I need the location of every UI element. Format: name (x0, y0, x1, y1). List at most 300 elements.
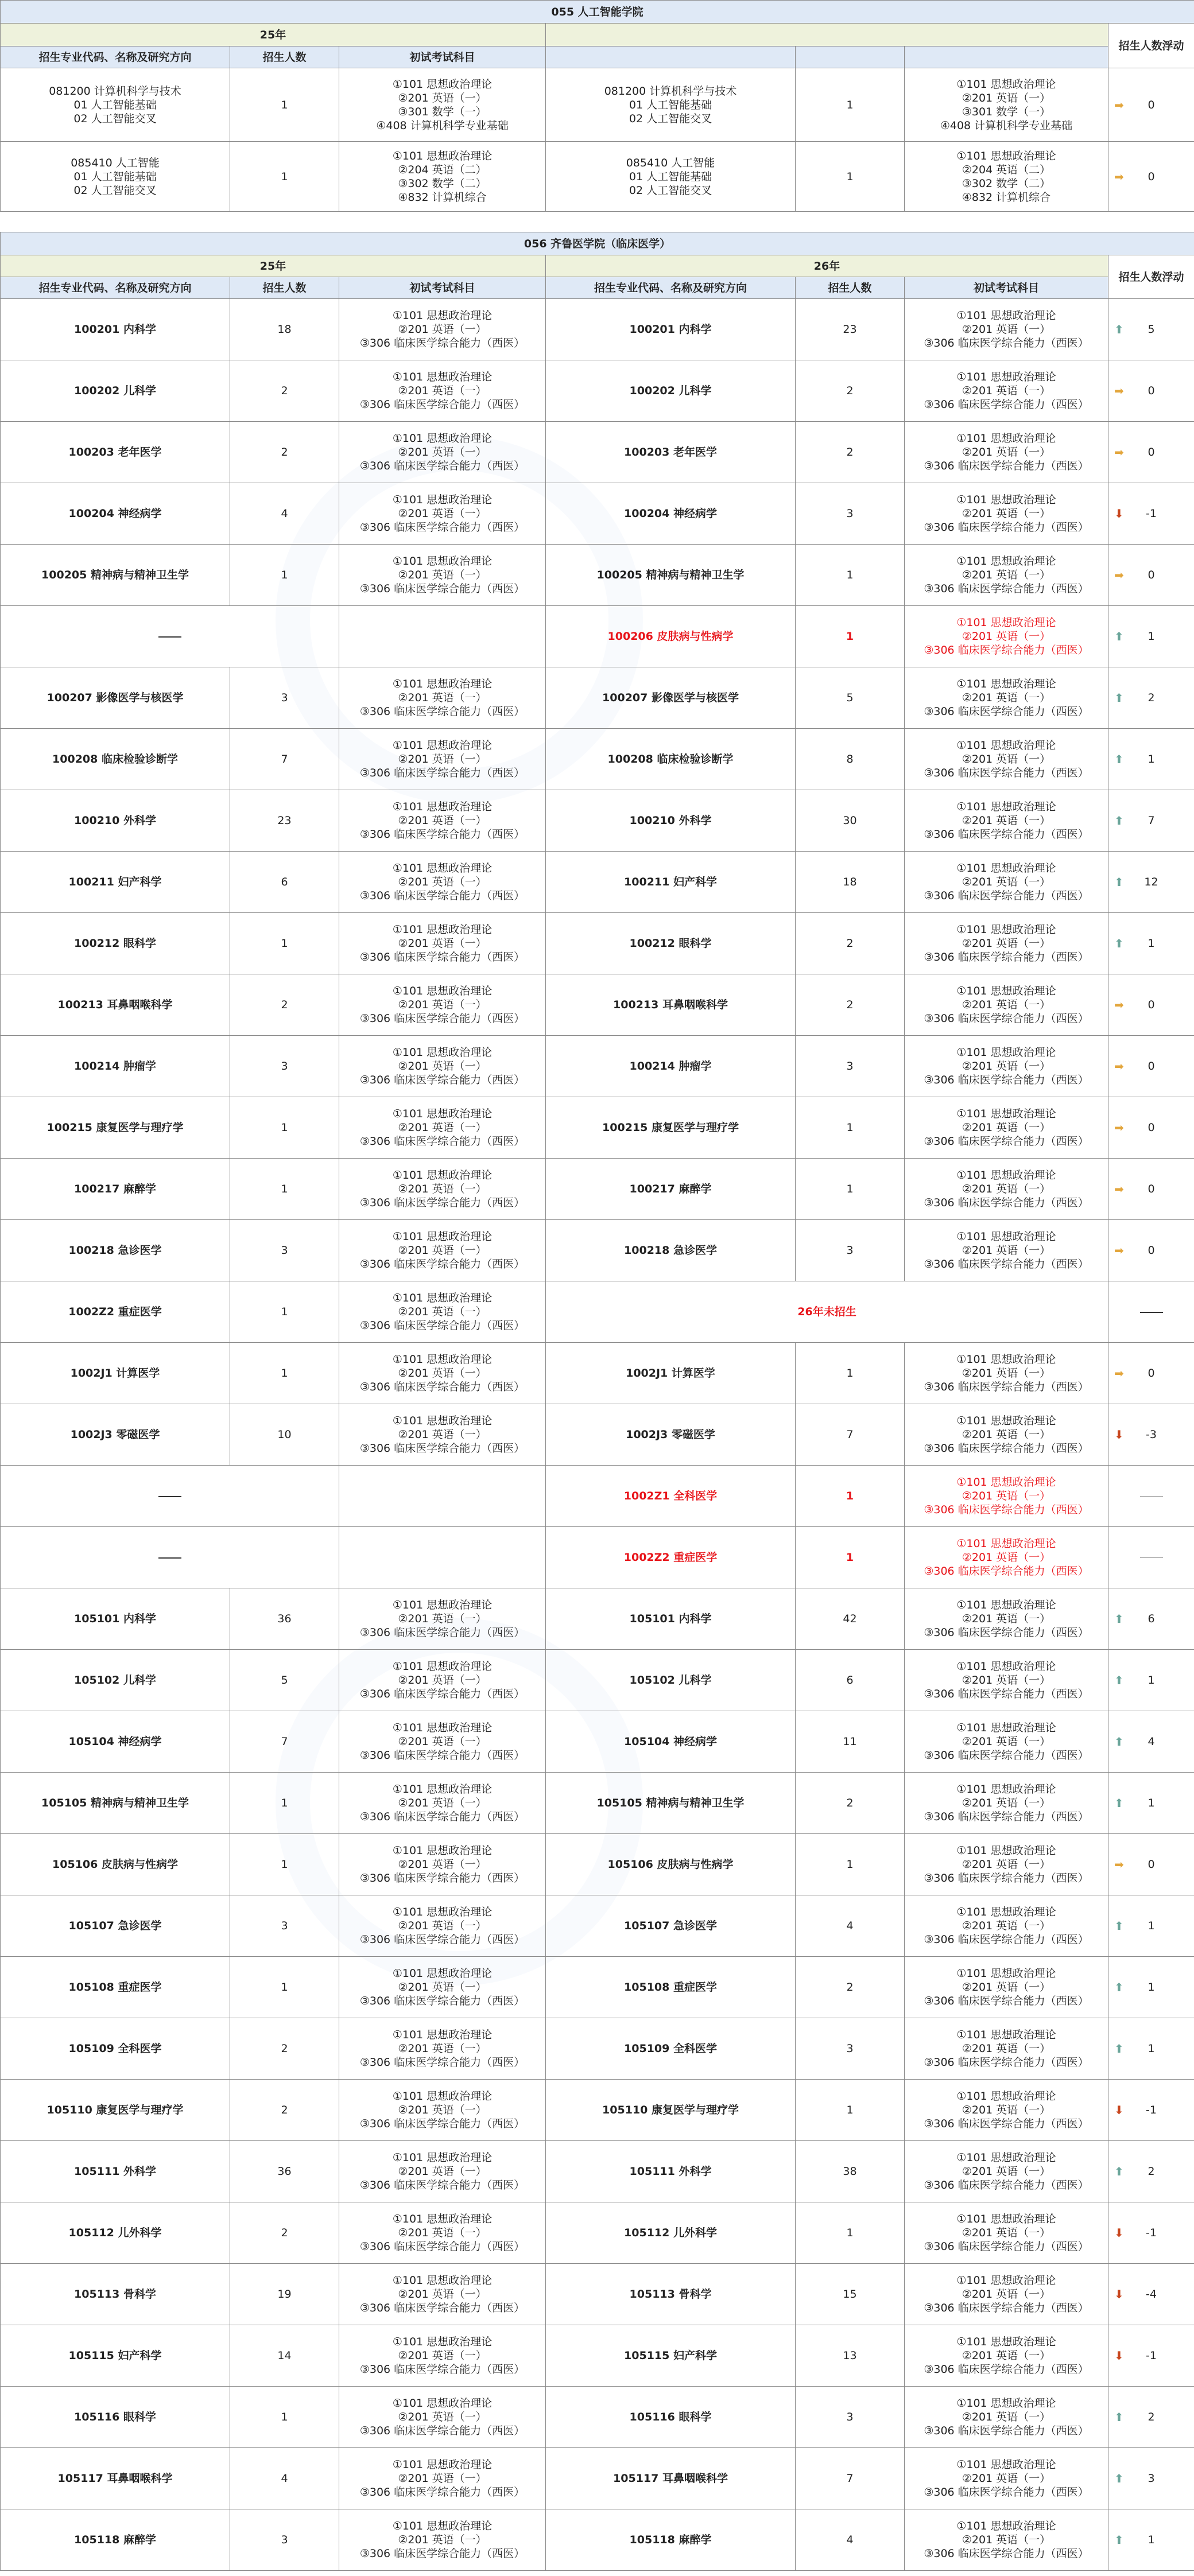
change-value: 2 (1148, 2411, 1155, 2423)
subject-line: ②201 英语（一） (962, 1367, 1051, 1380)
subject-line: ①101 思想政治理论 (956, 1599, 1056, 1611)
change-value: -3 (1146, 1428, 1157, 1441)
enroll-count-25: 4 (230, 2448, 339, 2509)
subject-line: ③306 临床医学综合能力（西医） (924, 1565, 1089, 1578)
change-value: 0 (1148, 98, 1155, 111)
program-code-25: 105107 急诊医学 (1, 1895, 230, 1957)
subject-line: ①101 思想政治理论 (956, 1537, 1056, 1550)
subject-line: ①101 思想政治理论 (956, 616, 1056, 629)
change-value: 0 (1148, 170, 1155, 183)
exam-subjects-25 (339, 2448, 546, 2509)
subject-line: ①101 思想政治理论 (956, 678, 1056, 690)
exam-subjects-25 (339, 2141, 546, 2202)
subject-line: ③306 临床医学综合能力（西医） (924, 582, 1089, 595)
enroll-count-26: 3 (796, 1220, 905, 1281)
exam-subjects-25 (339, 1527, 546, 1588)
program-code-25: 100218 急诊医学 (1, 1220, 230, 1281)
exam-subjects-26 (905, 142, 1108, 212)
table-row (1, 2509, 1194, 2571)
enroll-count-26: 1 (796, 1527, 905, 1588)
subject-line: ①101 思想政治理论 (392, 1783, 493, 1796)
table-row (1, 729, 1194, 790)
change-value: -1 (1146, 507, 1157, 520)
subject-line: ②201 英语（一） (398, 1121, 487, 1134)
section-title-row (1, 232, 1194, 255)
subject-line: ②201 英语（一） (962, 323, 1051, 336)
subject-line: ②201 英语（一） (962, 1183, 1051, 1195)
change-cell (1108, 1159, 1194, 1220)
col-header-count-25: 招生人数 (230, 277, 339, 299)
table-row (1, 2018, 1194, 2080)
exam-subjects-26 (905, 1527, 1108, 1588)
up-icon: ⬆ (1114, 2533, 1124, 2547)
program-code-25: 1002J3 零磁医学 (1, 1404, 230, 1466)
subject-line: ③306 临床医学综合能力（西医） (359, 2363, 525, 2376)
subject-line: ④408 计算机科学专业基础 (940, 119, 1073, 132)
change-cell (1108, 1220, 1194, 1281)
col-header-count: 招生人数 (230, 46, 339, 68)
up-icon: ⬆ (1114, 1673, 1124, 1687)
subject-line: ②201 英语（一） (398, 937, 487, 950)
subject-line: ②201 英语（一） (398, 876, 487, 888)
enroll-count-26: 1 (796, 606, 905, 667)
program-code-26: 100210 外科学 (546, 790, 796, 852)
eq-icon: ➡ (1114, 98, 1124, 112)
program-code-26: 100218 急诊医学 (546, 1220, 796, 1281)
table-row (1, 1773, 1194, 1834)
up-icon: ⬆ (1114, 323, 1124, 336)
exam-subjects-25 (339, 2509, 546, 2571)
subject-line: ③301 数学（一） (398, 105, 487, 118)
subject-line: ①101 思想政治理论 (392, 739, 493, 752)
change-value: -1 (1146, 2104, 1157, 2116)
subject-line: ③306 临床医学综合能力（西医） (359, 1810, 525, 1823)
col-header-subjects: 初试考试科目 (339, 46, 546, 68)
subject-line: ②204 英语（二） (398, 163, 487, 176)
subject-line: ②204 英语（二） (962, 163, 1051, 176)
no-value-dash (1140, 1496, 1163, 1497)
exam-subjects-26 (905, 299, 1108, 360)
subject-line: ①101 思想政治理论 (956, 1844, 1056, 1857)
subject-line: ③306 临床医学综合能力（西医） (359, 1442, 525, 1455)
subject-line: ②201 英语（一） (398, 1920, 487, 1932)
enroll-count-25: 4 (230, 483, 339, 545)
subject-line: ②201 英语（一） (398, 1797, 487, 1809)
program-code-25: 105115 妇产科学 (1, 2325, 230, 2387)
exam-subjects-25 (339, 299, 546, 360)
enroll-count-25: 7 (230, 1711, 339, 1773)
subject-line: ③306 临床医学综合能力（西医） (359, 2240, 525, 2253)
exam-subjects-26 (905, 68, 1108, 142)
subject-line: ①101 思想政治理论 (956, 923, 1056, 936)
up-icon: ⬆ (1114, 814, 1124, 827)
exam-subjects-26 (905, 2264, 1108, 2325)
code-line: 085410 人工智能 (626, 156, 715, 169)
code-line: 01 人工智能基础 (629, 170, 712, 183)
change-value: 1 (1148, 2042, 1155, 2055)
program-code-26: 1002J1 计算医学 (546, 1343, 796, 1404)
subject-line: ②201 英语（一） (962, 1858, 1051, 1871)
subject-line: ②201 英语（一） (962, 446, 1051, 459)
exam-subjects-25 (339, 422, 546, 483)
exam-subjects-25 (339, 2387, 546, 2448)
col-header-blank (905, 46, 1108, 68)
program-code-25: 105104 神经病学 (1, 1711, 230, 1773)
up-icon: ⬆ (1114, 1735, 1124, 1749)
subject-line: ②201 英语（一） (962, 2534, 1051, 2546)
subject-line: ②201 英语（一） (398, 2165, 487, 2178)
exam-subjects-25 (339, 2264, 546, 2325)
col-header-code: 招生专业代码、名称及研究方向 (1, 46, 230, 68)
subject-line: ②201 英语（一） (962, 2472, 1051, 2485)
col-header-code-26: 招生专业代码、名称及研究方向 (546, 277, 796, 299)
change-value: 1 (1148, 1674, 1155, 1687)
subject-line: ③306 临床医学综合能力（西医） (359, 2179, 525, 2192)
enroll-count-25: 2 (230, 422, 339, 483)
program-code-25: 105118 麻醉学 (1, 2509, 230, 2571)
subject-line: ②201 英语（一） (398, 1981, 487, 1994)
subject-line: ②201 英语（一） (398, 2288, 487, 2301)
eq-icon: ➡ (1114, 1244, 1124, 1257)
table-row (1, 2387, 1194, 2448)
subject-line: ①101 思想政治理论 (392, 1660, 493, 1673)
exam-subjects-25 (339, 1588, 546, 1650)
subject-line: ①101 思想政治理论 (956, 432, 1056, 445)
change-value: 1 (1148, 2534, 1155, 2546)
subject-line: ③306 临床医学综合能力（西医） (924, 828, 1089, 841)
table-row (1, 1895, 1194, 1957)
exam-subjects-26 (905, 2018, 1108, 2080)
change-cell (1108, 1404, 1194, 1466)
exam-subjects-26 (905, 1773, 1108, 1834)
program-code-25: 105109 全科医学 (1, 2018, 230, 2080)
subject-line: ①101 思想政治理论 (956, 739, 1056, 752)
program-code-26: 100214 肿瘤学 (546, 1036, 796, 1097)
table-row (1, 1036, 1194, 1097)
subject-line: ①101 思想政治理论 (956, 2029, 1056, 2041)
change-cell (1108, 1343, 1194, 1404)
enroll-count-25: 23 (230, 790, 339, 852)
table-row (1, 1834, 1194, 1895)
subject-line: ②201 英语（一） (398, 1674, 487, 1687)
header-row (1, 277, 1194, 299)
exam-subjects-26 (905, 1220, 1108, 1281)
subject-line: ②201 英语（一） (398, 753, 487, 766)
change-cell (1108, 974, 1194, 1036)
change-cell (1108, 1466, 1194, 1527)
change-value: 0 (1148, 1060, 1155, 1073)
subject-line: ②201 英语（一） (398, 2104, 487, 2116)
exam-subjects-25 (339, 1466, 546, 1527)
subject-line: ②201 英语（一） (962, 814, 1051, 827)
subject-line: ②201 英语（一） (962, 1735, 1051, 1748)
subject-line: ②201 英语（一） (398, 384, 487, 397)
program-code-26: 105109 全科医学 (546, 2018, 796, 2080)
enroll-count-25: 19 (230, 2264, 339, 2325)
change-cell (1108, 606, 1194, 667)
enroll-count-25: 10 (230, 1404, 339, 1466)
program-code-25 (1, 142, 230, 212)
enroll-count-26: 4 (796, 2509, 905, 2571)
change-value: 0 (1148, 998, 1155, 1011)
subject-line: ①101 思想政治理论 (392, 432, 493, 445)
subject-line: ②201 英语（一） (398, 1367, 487, 1380)
enroll-count-25: 7 (230, 729, 339, 790)
exam-subjects-26 (905, 2141, 1108, 2202)
exam-subjects-25 (339, 667, 546, 729)
change-cell (1108, 1281, 1194, 1343)
program-code-26: 100212 眼科学 (546, 913, 796, 974)
enroll-count-25: 3 (230, 2509, 339, 2571)
subject-line: ①101 思想政治理论 (392, 1415, 493, 1427)
enroll-count-25: 1 (230, 1343, 339, 1404)
subject-line: ②201 英语（一） (962, 1674, 1051, 1687)
program-code-25: 100215 康复医学与理疗学 (1, 1097, 230, 1159)
col-header-subjects-26: 初试考试科目 (905, 277, 1108, 299)
subject-line: ②201 英语（一） (962, 507, 1051, 520)
subject-line: ②201 英语（一） (398, 691, 487, 704)
subject-line: ②201 英语（一） (398, 2349, 487, 2362)
exam-subjects-26 (905, 974, 1108, 1036)
enroll-count-25: 1 (230, 2387, 339, 2448)
change-cell (1108, 360, 1194, 422)
enroll-count-26: 7 (796, 2448, 905, 2509)
subject-line: ③306 临床医学综合能力（西医） (359, 951, 525, 963)
exam-subjects-26 (905, 1650, 1108, 1711)
subject-line: ①101 思想政治理论 (956, 2151, 1056, 2164)
subject-line: ①101 思想政治理论 (392, 1108, 493, 1120)
program-code-25: 105113 骨科学 (1, 2264, 230, 2325)
enroll-count-25: 2 (230, 2080, 339, 2141)
subject-line: ②201 英语（一） (398, 2411, 487, 2423)
subject-line: ①101 思想政治理论 (392, 1169, 493, 1182)
year-row (1, 24, 1194, 46)
subject-line: ③306 临床医学综合能力（西医） (924, 644, 1089, 656)
program-code-26: 100207 影像医学与核医学 (546, 667, 796, 729)
subject-line: ③306 临床医学综合能力（西医） (359, 1626, 525, 1639)
enroll-count-26: 3 (796, 2018, 905, 2080)
subject-line: ③306 临床医学综合能力（西医） (924, 2486, 1089, 2499)
subject-line: ②201 英语（一） (398, 507, 487, 520)
program-code-26: 1002Z2 重症医学 (546, 1527, 796, 1588)
enroll-count-25: 36 (230, 1588, 339, 1650)
subject-line: ②201 英语（一） (962, 2411, 1051, 2423)
subject-line: ②201 英语（一） (962, 384, 1051, 397)
not-offered-25 (1, 1527, 339, 1588)
code-line: 081200 计算机科学与技术 (49, 84, 181, 98)
change-cell (1108, 1895, 1194, 1957)
enroll-count-25: 14 (230, 2325, 339, 2387)
change-cell (1108, 1588, 1194, 1650)
subject-line: ①101 思想政治理论 (392, 2151, 493, 2164)
table-row (1, 1097, 1194, 1159)
program-code-26: 100205 精神病与精神卫生学 (546, 545, 796, 606)
change-cell (1108, 1711, 1194, 1773)
program-code-25: 100203 老年医学 (1, 422, 230, 483)
up-icon: ⬆ (1114, 1980, 1124, 1994)
subject-line: ②201 英语（一） (398, 323, 487, 336)
subject-line: ③306 临床医学综合能力（西医） (924, 1933, 1089, 1946)
subject-line: ②201 英语（一） (962, 630, 1051, 643)
subject-line: ①101 思想政治理论 (392, 862, 493, 875)
code-line: 085410 人工智能 (71, 156, 160, 169)
change-cell (1108, 2387, 1194, 2448)
exam-subjects-25 (339, 1711, 546, 1773)
subject-line: ①101 思想政治理论 (392, 2458, 493, 2471)
change-cell (1108, 1957, 1194, 2018)
code-line: 02 人工智能交叉 (73, 184, 157, 197)
subject-line: ③306 临床医学综合能力（西医） (359, 889, 525, 902)
program-code-26: 105102 儿科学 (546, 1650, 796, 1711)
subject-line: ①101 思想政治理论 (956, 1230, 1056, 1243)
subject-line: ③306 临床医学综合能力（西医） (924, 1381, 1089, 1393)
subject-line: ③306 临床医学综合能力（西医） (359, 337, 525, 349)
enroll-count-25: 2 (230, 360, 339, 422)
exam-subjects-25 (339, 1773, 546, 1834)
year-26-label: 26年 (546, 255, 1108, 277)
enroll-count-25: 3 (230, 1895, 339, 1957)
exam-subjects-26 (905, 2202, 1108, 2264)
table-row (1, 1957, 1194, 2018)
program-code-26: 100208 临床检验诊断学 (546, 729, 796, 790)
subject-line: ③306 临床医学综合能力（西医） (924, 2179, 1089, 2192)
subject-line: ①101 思想政治理论 (956, 2213, 1056, 2225)
enroll-count-25: 3 (230, 1220, 339, 1281)
table-row (1, 1404, 1194, 1466)
subject-line: ④832 计算机综合 (398, 191, 487, 204)
exam-subjects-25 (339, 790, 546, 852)
change-cell (1108, 1097, 1194, 1159)
exam-subjects-26 (905, 1036, 1108, 1097)
enroll-count-25: 1 (230, 1097, 339, 1159)
program-code-25: 105116 眼科学 (1, 2387, 230, 2448)
program-code-26: 105115 妇产科学 (546, 2325, 796, 2387)
subject-line: ②201 英语（一） (398, 1183, 487, 1195)
subject-line: ①101 思想政治理论 (956, 494, 1056, 506)
enroll-count-26: 4 (796, 1895, 905, 1957)
subject-line: ②201 英语（一） (398, 1735, 487, 1748)
code-line: 02 人工智能交叉 (629, 184, 712, 197)
subject-line: ③306 临床医学综合能力（西医） (359, 1933, 525, 1946)
subject-line: ①101 思想政治理论 (392, 1722, 493, 1734)
eq-icon: ➡ (1114, 445, 1124, 459)
enroll-count-26: 1 (796, 1834, 905, 1895)
subject-line: ③306 临床医学综合能力（西医） (359, 1872, 525, 1885)
change-value: 1 (1148, 630, 1155, 643)
year-25-label: 25年 (1, 24, 546, 46)
subject-line: ③306 临床医学综合能力（西医） (924, 398, 1089, 411)
eq-icon: ➡ (1114, 1366, 1124, 1380)
subject-line: ①101 思想政治理论 (956, 309, 1056, 322)
enroll-count-25: 1 (230, 913, 339, 974)
exam-subjects-26 (905, 606, 1108, 667)
section-title-row (1, 1, 1194, 24)
program-code-26: 105110 康复医学与理疗学 (546, 2080, 796, 2141)
subject-line: ③306 临床医学综合能力（西医） (359, 1319, 525, 1332)
program-code-25: 105110 康复医学与理疗学 (1, 2080, 230, 2141)
change-value: 0 (1148, 1244, 1155, 1257)
subject-line: ①101 思想政治理论 (956, 985, 1056, 997)
program-code-26: 100203 老年医学 (546, 422, 796, 483)
change-value: 2 (1148, 2165, 1155, 2178)
table-row (1, 974, 1194, 1036)
subject-line: ②201 英语（一） (398, 1858, 487, 1871)
down-icon: ⬇ (1114, 2287, 1124, 2301)
enroll-count-26: 2 (796, 1957, 905, 2018)
up-icon: ⬆ (1114, 691, 1124, 705)
change-cell (1108, 299, 1194, 360)
table-row (1, 1711, 1194, 1773)
subject-line: ③306 临床医学综合能力（西医） (924, 1135, 1089, 1148)
subject-line: ②201 英语（一） (398, 814, 487, 827)
change-value: 5 (1148, 323, 1155, 336)
enroll-count-26: 1 (796, 1159, 905, 1220)
table-row (1, 606, 1194, 667)
subject-line: ③306 临床医学综合能力（西医） (924, 1810, 1089, 1823)
subject-line: ③306 临床医学综合能力（西医） (924, 2547, 1089, 2560)
change-cell (1108, 1650, 1194, 1711)
subject-line: ①101 思想政治理论 (956, 1906, 1056, 1918)
subject-line: ③306 临床医学综合能力（西医） (359, 1688, 525, 1700)
program-code-25: 100207 影像医学与核医学 (1, 667, 230, 729)
up-icon: ⬆ (1114, 630, 1124, 643)
change-value: 1 (1148, 1981, 1155, 1994)
section-title: 055 人工智能学院 (1, 1, 1194, 24)
up-icon: ⬆ (1114, 875, 1124, 889)
subject-line: ③306 临床医学综合能力（西医） (359, 2486, 525, 2499)
program-code-26: 105113 骨科学 (546, 2264, 796, 2325)
subject-line: ③306 临床医学综合能力（西医） (359, 1258, 525, 1270)
subject-line: ①101 思想政治理论 (392, 2520, 493, 2532)
subject-line: ③306 临床医学综合能力（西医） (359, 1074, 525, 1086)
year-row (1, 255, 1194, 277)
program-code-25: 100211 妇产科学 (1, 852, 230, 913)
subject-line: ①101 思想政治理论 (956, 1476, 1056, 1489)
exam-subjects-25 (339, 974, 546, 1036)
program-code-25: 105106 皮肤病与性病学 (1, 1834, 230, 1895)
subject-line: ②201 英语（一） (962, 1428, 1051, 1441)
subject-line: ②201 英语（一） (398, 1428, 487, 1441)
enroll-count-26: 3 (796, 1036, 905, 1097)
exam-subjects-25 (339, 1895, 546, 1957)
up-icon: ⬆ (1114, 1796, 1124, 1810)
program-code-25: 100217 麻醉学 (1, 1159, 230, 1220)
change-value: 6 (1148, 1613, 1155, 1625)
exam-subjects-26 (905, 2448, 1108, 2509)
exam-subjects-26 (905, 2080, 1108, 2141)
enroll-count-25: 2 (230, 974, 339, 1036)
subject-line: ①101 思想政治理论 (392, 77, 493, 91)
program-code-25: 100210 外科学 (1, 790, 230, 852)
enroll-count-26: 42 (796, 1588, 905, 1650)
no-value-dash (158, 1557, 181, 1559)
up-icon: ⬆ (1114, 752, 1124, 766)
enroll-count-26: 1 (796, 2202, 905, 2264)
enroll-count-25: 2 (230, 2018, 339, 2080)
eq-icon: ➡ (1114, 1858, 1124, 1871)
subject-line: ③306 临床医学综合能力（西医） (924, 1012, 1089, 1025)
exam-subjects-26 (905, 2325, 1108, 2387)
subject-line: ③306 临床医学综合能力（西医） (924, 2425, 1089, 2437)
subject-line: ①101 思想政治理论 (956, 1046, 1056, 1059)
subject-line: ②201 英语（一） (398, 998, 487, 1011)
exam-subjects-26 (905, 1957, 1108, 2018)
table-row (1, 1159, 1194, 1220)
change-value: 7 (1148, 814, 1155, 827)
subject-line: ③306 临床医学综合能力（西医） (924, 767, 1089, 779)
subject-line: ③306 临床医学综合能力（西医） (924, 1074, 1089, 1086)
table-row (1, 2264, 1194, 2325)
